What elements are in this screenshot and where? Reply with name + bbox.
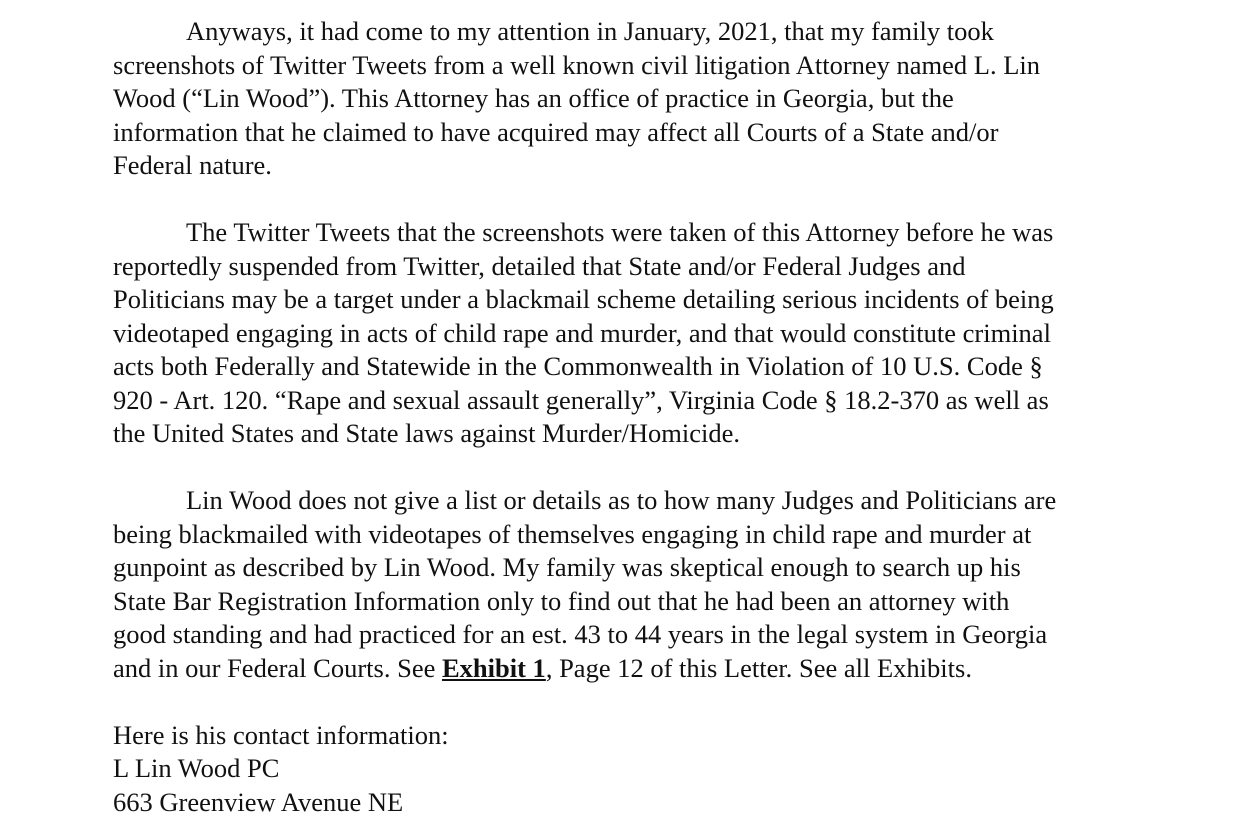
paragraph-spacer xyxy=(113,183,1173,217)
paragraph-spacer xyxy=(113,451,1173,485)
paragraph-spacer xyxy=(113,685,1173,719)
text-after-link: , Page 12 of this Letter. See all Exhibits. xyxy=(545,652,972,683)
paragraph-line: Lin Wood does not give a list or details as to how many Judges and Politicians are xyxy=(186,485,1057,515)
paragraph-line: being blackmailed with videotapes of themselves engaging in child rape and murder at xyxy=(113,518,1032,549)
paragraph-line: The Twitter Tweets that the screenshots were taken of this Attorney before he was xyxy=(186,217,1054,247)
paragraph-last-line xyxy=(113,652,1173,686)
text-before-link: and in our Federal Courts. See xyxy=(113,652,442,683)
paragraph-line: Politicians may be a target under a blackmail scheme detailing serious incidents of being xyxy=(113,284,1054,314)
exhibit-1-link[interactable]: Exhibit 1 xyxy=(441,652,546,683)
paragraph-line: the United States and State laws against Murder/Homicide. xyxy=(113,418,741,448)
contact-address: 663 Greenview Avenue NE xyxy=(113,786,404,817)
paragraph-line: Anyways, it had come to my attention in January, 2021, that my family took xyxy=(186,16,994,46)
paragraph-line: information that he claimed to have acquired may affect all Courts of a State and/or xyxy=(113,116,999,147)
paragraph-line: gunpoint as described by Lin Wood. My family was skeptical enough to search up his xyxy=(113,552,1021,582)
paragraph-line: acts both Federally and Statewide in the Commonwealth in Violation of 10 U.S. Code § xyxy=(113,351,1043,381)
paragraph-line: videotaped engaging in acts of child rape and murder, and that would constitute criminal xyxy=(113,317,1051,348)
contact-name: L Lin Wood PC xyxy=(113,753,280,783)
contact-information xyxy=(113,719,1173,820)
paragraph-2 xyxy=(113,216,1173,451)
paragraph-line: 920 - Art. 120. “Rape and sexual assault generally”, Virginia Code § 18.2-370 as well as xyxy=(113,384,1049,415)
paragraph-line: State Bar Registration Information only to find out that he had been an attorney with xyxy=(113,585,1010,616)
contact-heading: Here is his contact information: xyxy=(113,719,449,750)
paragraph-3 xyxy=(113,484,1173,685)
document-page xyxy=(113,15,1173,819)
paragraph-line: screenshots of Twitter Tweets from a well known civil litigation Attorney named L. Lin xyxy=(113,49,1041,80)
paragraph-line: reportedly suspended from Twitter, detailed that State and/or Federal Judges and xyxy=(113,250,966,281)
paragraph-1 xyxy=(113,15,1173,183)
paragraph-line: Wood (“Lin Wood”). This Attorney has an office of practice in Georgia, but the xyxy=(113,83,954,113)
paragraph-line: Federal nature. xyxy=(113,150,272,180)
paragraph-line: good standing and had practiced for an est. 43 to 44 years in the legal system in Georgia xyxy=(113,619,1048,649)
